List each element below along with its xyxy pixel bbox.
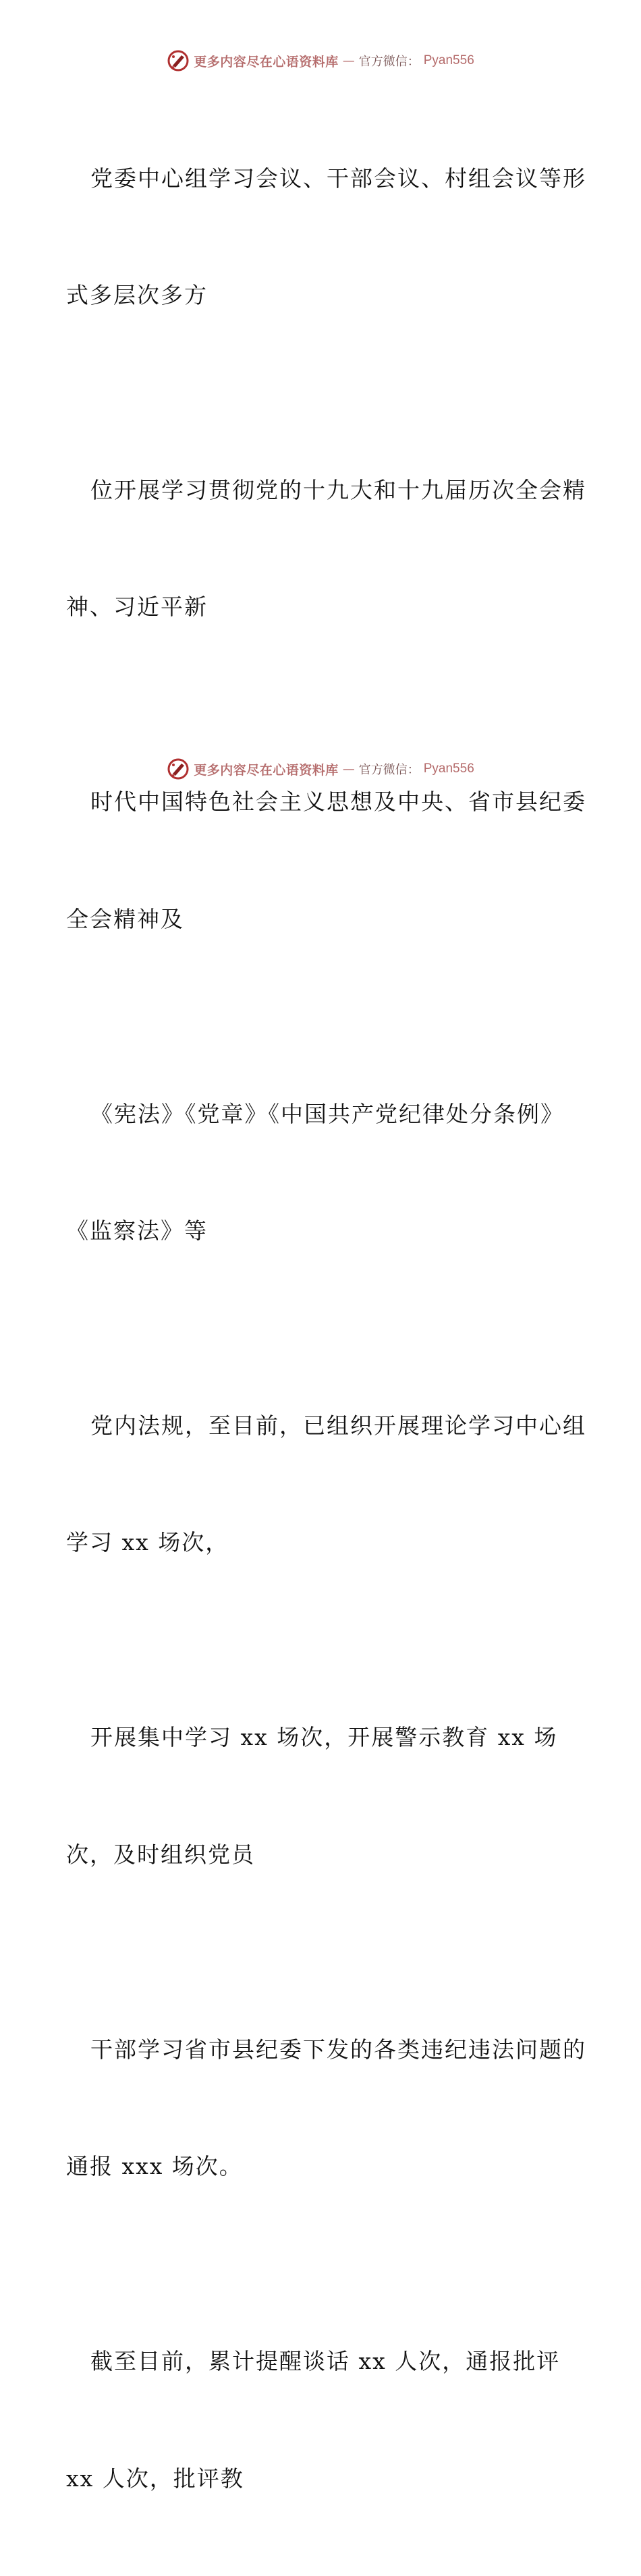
watermark-wechat-label: 官方微信： — [358, 763, 420, 777]
paragraph-line-2: 学习 xx 场次， — [66, 1529, 229, 1556]
footer-watermark — [0, 755, 641, 782]
pen-circle-logo-icon — [167, 757, 190, 780]
paragraph-line-1: 《宪法》《党章》《中国共产党纪律处分条例》 — [90, 1100, 564, 1127]
paragraph-line-2: xx 人次，批评教 — [66, 2465, 244, 2492]
paragraph-line-1: 干部学习省市县纪委下发的各类违纪违法问题的 — [90, 2036, 586, 2063]
paragraph-line-2: 神、习近平新 — [66, 594, 208, 621]
document-body — [0, 81, 641, 2576]
paragraph — [0, 705, 641, 1017]
paragraph-line-1: 党内法规，至目前，已组织开展理论学习中心组 — [90, 1412, 586, 1439]
paragraph-line-1: 位开展学习贯彻党的十九大和十九届历次全会精 — [90, 476, 586, 503]
watermark-brand-text: 更多内容尽在心语资料库 — [194, 762, 339, 778]
paragraph — [0, 1329, 641, 1640]
pen-circle-logo-icon — [167, 49, 190, 72]
watermark-wechat-id: Pyan556 — [423, 762, 474, 776]
paragraph-line-2: 次，及时组织党员 — [66, 1841, 255, 1868]
watermark-dash: — — [342, 762, 355, 776]
watermark-dash: — — [342, 53, 355, 68]
watermark-wechat-label: 官方微信： — [358, 55, 420, 69]
paragraph-line-1: 党委中心组学习会议、干部会议、村组会议等形 — [90, 165, 586, 192]
paragraph-line-2: 《监察法》等 — [66, 1218, 208, 1244]
paragraph-line-1: 时代中国特色社会主义思想及中央、省市县纪委 — [90, 789, 586, 815]
paragraph-line-1: 开展集中学习 xx 场次，开展警示教育 xx 场 — [90, 1724, 558, 1751]
paragraph-line-2: 全会精神及 — [66, 905, 184, 932]
paragraph-line-2: 式多层次多方 — [66, 281, 208, 308]
paragraph — [0, 1640, 641, 1952]
paragraph — [0, 393, 641, 704]
paragraph-line-1: 截至目前，累计提醒谈话 xx 人次，通报批评 — [90, 2348, 561, 2375]
paragraph-line-2: 通报 xxx 场次。 — [66, 2153, 243, 2180]
watermark-brand-text: 更多内容尽在心语资料库 — [194, 54, 339, 69]
header-watermark — [0, 47, 641, 74]
paragraph — [0, 2264, 641, 2576]
paragraph — [0, 1952, 641, 2264]
paragraph — [0, 1017, 641, 1328]
watermark-wechat-id: Pyan556 — [423, 53, 474, 67]
paragraph — [0, 81, 641, 393]
